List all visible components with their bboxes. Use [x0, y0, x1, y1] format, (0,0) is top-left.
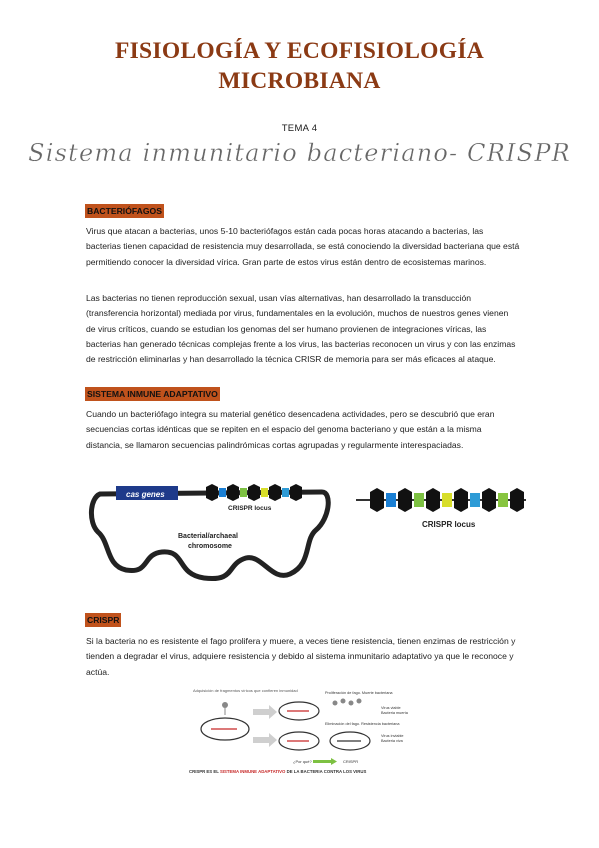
- arrow-right-icon: [313, 758, 337, 765]
- phage-icon: [222, 702, 228, 708]
- fig3-caption: CRISPR ES EL SISTEMA INMUNE ADAPTATIVO DE LA BACTERIA CONTRA LOS VIRUS: [189, 769, 367, 774]
- paragraph-crispr: Si la bacteria no es resistente el fago prolifera y muere, a veces tiene resistencia, tienen enzimas de restricción y tienden a degradar el virus, adquiere resistencia y debido al sistema inmunitario adaptativo ya que le reconoce y actúa.: [86, 636, 516, 677]
- handwritten-subtitle: Sistema inmunitario bacteriano- CRISPR: [28, 139, 571, 167]
- crispr-locus-repeats: [206, 484, 302, 501]
- cas-genes-label: cas genes: [126, 490, 165, 499]
- paragraph-bacteriofagos-2: Las bacterias no tienen reproducción sexual, usan vías alternativas, han desarrollado la transducción (transferencia horizontal) mediada por virus, fundamentales en la evolución, muchos de nuestros genes vienen de virus críticos, cuando se estudian los genomas del ser humano provienen de integraciones víricas, las bacterias han generado técnicas complejas frente a los virus, las bacterias reconocen un virus y con las enzimas de restricción eliminarlas y han desarrollado la técnica CRISR de memoria para ser más eficaces al ataque.: [86, 293, 516, 365]
- chromosome-label-line-2: chromosome: [188, 543, 232, 550]
- heading-crispr: CRISPR: [87, 615, 120, 625]
- crispr-mechanism-diagram: [185, 685, 425, 777]
- title-line-2: MICROBIANA: [218, 68, 381, 94]
- fig3-adquisicion-label: Adquisición de fragmentos víricos que confieren inmunidad: [193, 688, 298, 693]
- fig3-por-que: ¿Por qué?: [293, 759, 312, 764]
- chromosome-diagram: [86, 478, 336, 588]
- heading-sistema-inmune: SISTEMA INMUNE ADAPTATIVO: [87, 389, 218, 399]
- paragraph-sistema-inmune: Cuando un bacteriófago integra su material genético desencadena actividades, pero se descubrió que eran secuencias cortas idénticas que se repiten en el espacio del genoma bacteriano y que están a la misma distancia, se llamaron secuencias palindrómicas cortas agrupadas y regularmente interespaciadas.: [86, 409, 495, 450]
- fig3-bacteria-viva: Bacteria viva: [381, 739, 403, 743]
- fig3-eliminacion-label: Eliminación del fago. Resistencia bacteriana: [325, 722, 400, 726]
- tema-label: TEMA 4: [281, 123, 318, 134]
- fig3-crispr: CRISPR: [343, 759, 359, 764]
- fig3-virus-viable: Virus viable: [381, 706, 401, 710]
- arrow-up-icon: [253, 705, 277, 719]
- crispr-locus-closeup-repeats: [370, 488, 524, 512]
- heading-bacteriofagos: BACTERIÓFAGOS: [87, 206, 162, 216]
- fig3-proliferacion-label: Proliferación de fago. Muerte bacteriana: [325, 691, 393, 695]
- arrow-down-icon: [253, 733, 277, 747]
- fig3-virus-inviable: Virus inviable: [381, 734, 404, 738]
- title-line-1: FISIOLOGÍA Y ECOFISIOLOGÍA: [114, 38, 485, 64]
- fig3-bacteria-muerta: Bacteria muerta: [381, 711, 408, 715]
- crispr-locus-diagram: [356, 484, 526, 534]
- paragraph-bacteriofagos-1: Virus que atacan a bacterias, unos 5-10 bacteriófagos están cada pocas horas atacando a bacterias, las bacterias tienen capacidad de resistencia muy desarrollada, se está conociendo la diversidad bacteriana que está permitiendo conocer la diversidad vírica. Gran parte de estos virus están dentro de ecosistemas marinos.: [86, 226, 520, 267]
- crispr-locus-label: CRISPR locus: [228, 505, 272, 512]
- crispr-locus-closeup-label: CRISPR locus: [422, 520, 476, 529]
- phage-cluster-icon: [333, 699, 362, 706]
- chromosome-label-line-1: Bacterial/archaeal: [178, 533, 238, 540]
- document-title: [0, 36, 599, 96]
